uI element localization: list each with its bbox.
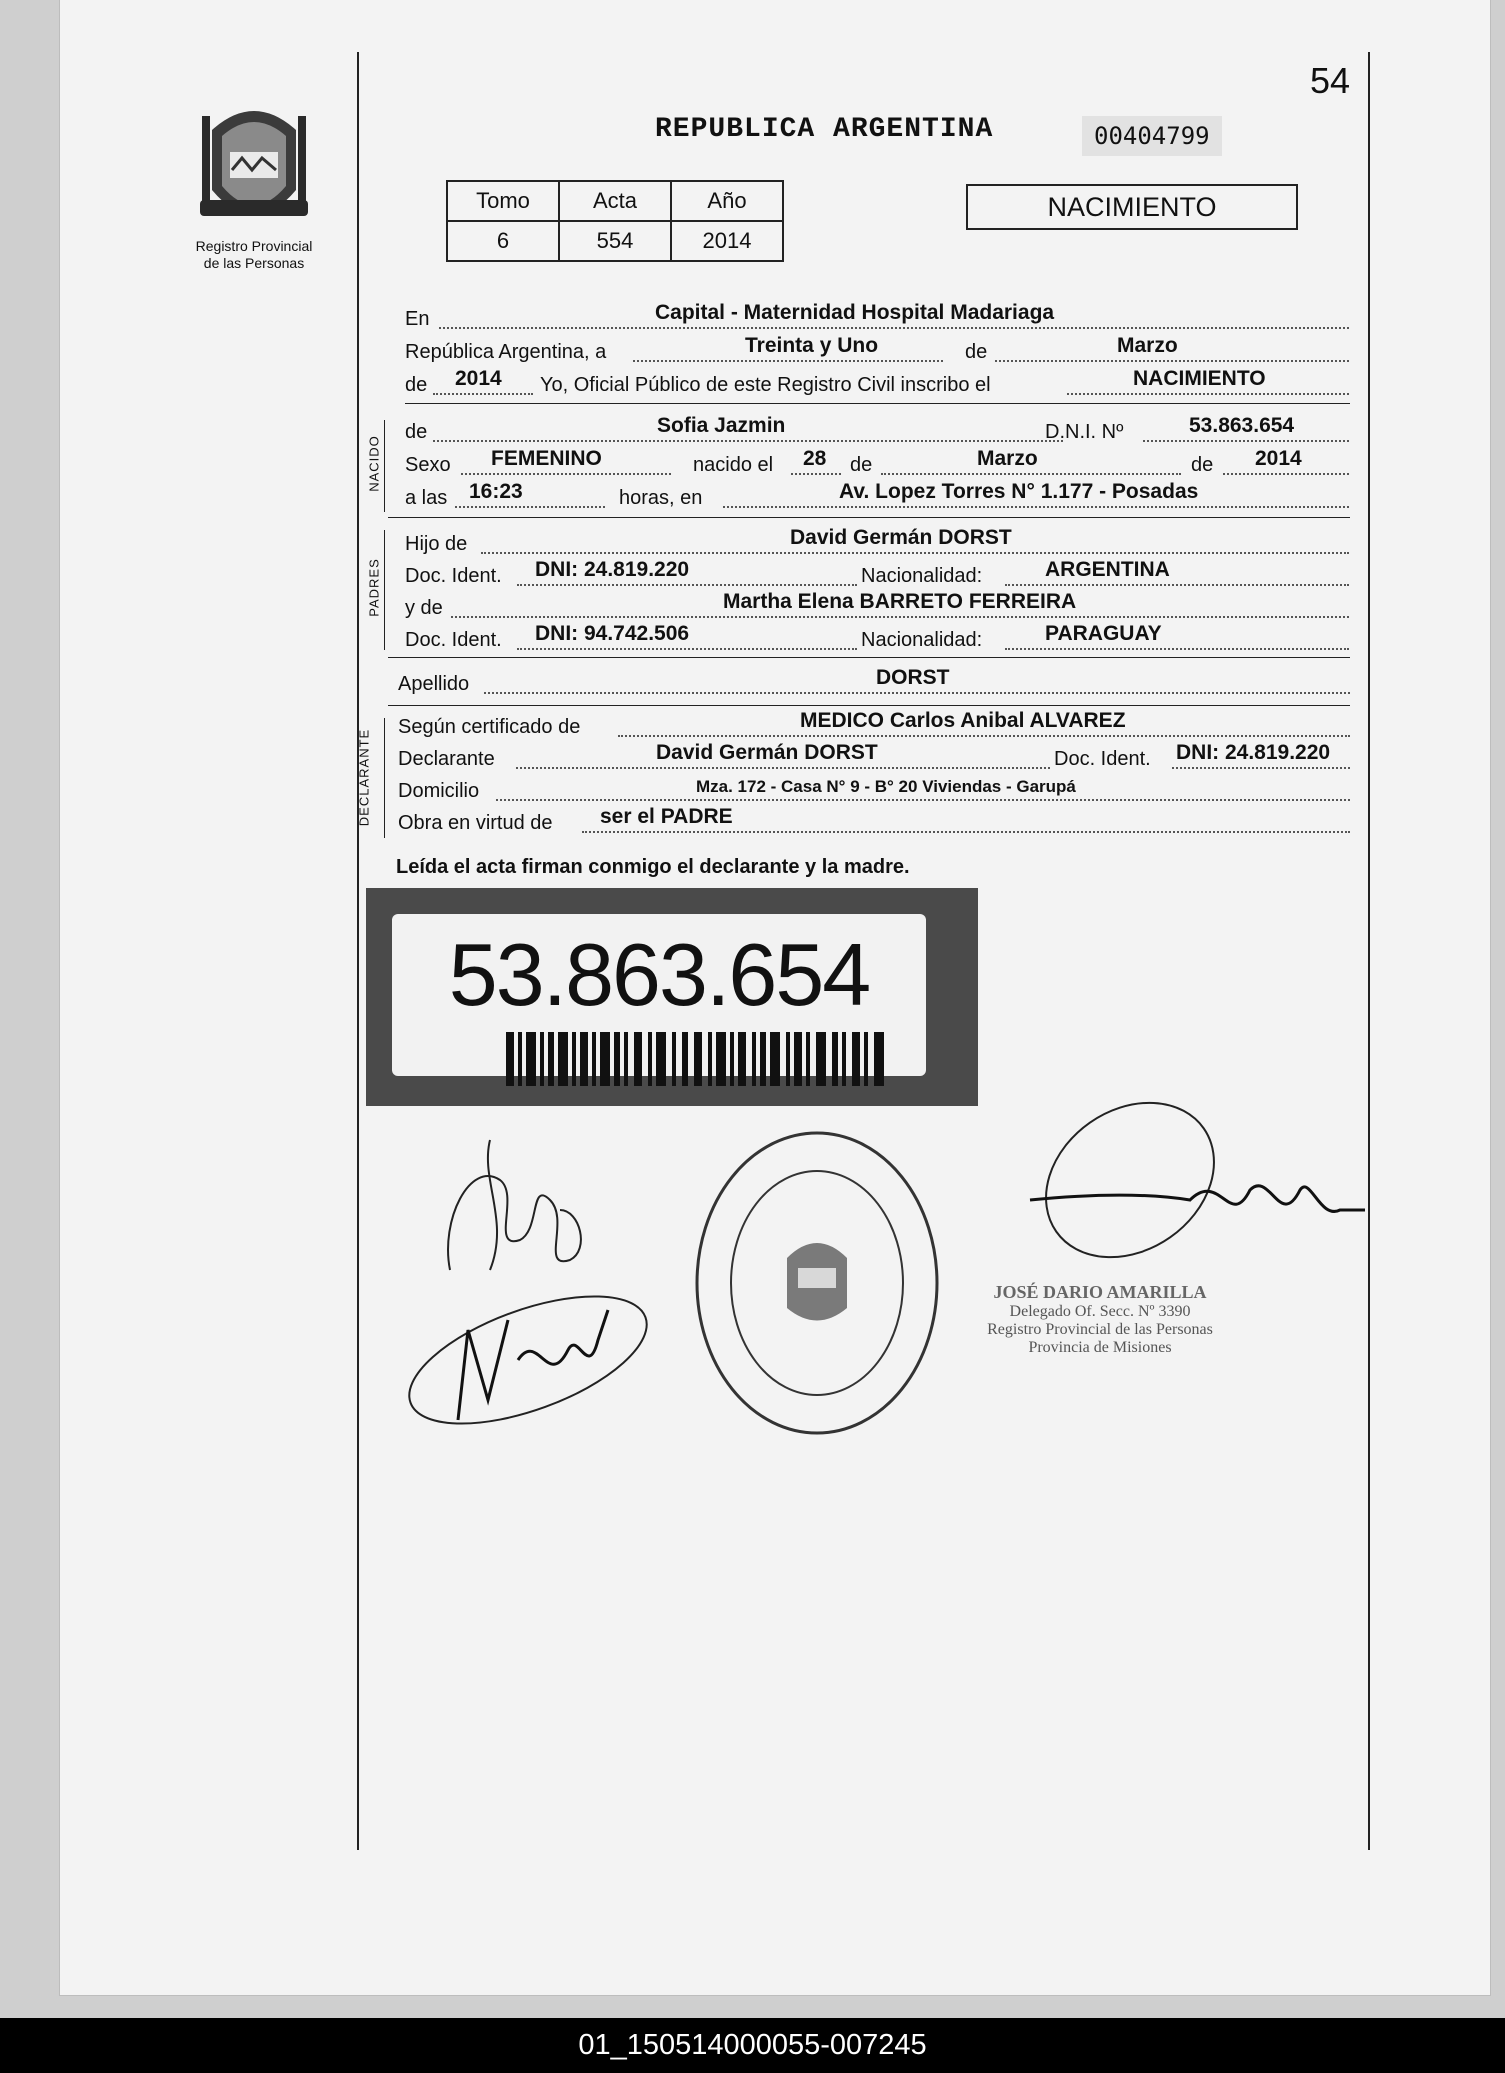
label-horas-en: horas, en [619,487,703,509]
row-date [405,334,1350,366]
official-block [940,1282,1260,1357]
label-doc-ident: Doc. Ident. [405,629,502,651]
official-office: Registro Provincial de las Personas [987,1321,1213,1338]
dots [461,473,671,475]
label-nacionalidad: Nacionalidad: [861,629,983,651]
section-label-declarante: DECLARANTE [356,728,372,827]
row-mother [405,590,1350,622]
dots [433,393,533,395]
label-doc-ident: Doc. Ident. [405,565,502,587]
barcode-number: 53.863.654 [448,925,870,1024]
value-declarante-doc: DNI: 24.819.220 [1176,741,1331,764]
coat-of-arms-icon [192,100,316,232]
section-label-nacido: NACIDO [366,435,382,492]
row-certificado [398,709,1343,741]
value-father-nationality: ARGENTINA [1045,558,1170,581]
label-de-name: de [405,421,428,443]
record-value-acta: 554 [559,221,671,261]
declarante-bracket [384,718,385,838]
province-logo [192,100,316,232]
row-father [405,526,1350,558]
dots [633,360,943,362]
label-en: En [405,308,430,330]
padres-bracket [384,530,385,650]
dots [1005,648,1349,650]
page-number: 54 [1310,60,1351,101]
label-sexo: Sexo [405,454,451,476]
label-y-de: y de [405,597,443,619]
record-value-anio: 2014 [671,221,783,261]
value-domicilio: Mza. 172 - Casa N° 9 - B° 20 Viviendas - Garupá [696,777,1076,796]
barcode-inner [392,914,926,1076]
barcode-bars [506,1032,886,1086]
dots [433,440,1063,442]
row-obra [398,805,1343,837]
row-mother-doc [405,622,1350,654]
dots [484,692,1350,694]
value-name: Sofia Jazmin [657,414,786,437]
label-doc-ident: Doc. Ident. [1054,748,1151,770]
row-apellido [398,666,1343,698]
dots [618,735,1350,737]
row-sex-birth [405,447,1350,479]
dots [1005,584,1349,586]
divider [388,705,1350,706]
value-father-doc: DNI: 24.819.220 [535,558,690,581]
label-obra: Obra en virtud de [398,812,553,834]
logo-caption-line-2: de las Personas [203,255,305,271]
label-domicilio: Domicilio [398,780,480,802]
official-title: Delegado Of. Secc. Nº 3390 [1009,1303,1191,1320]
value-place: Capital - Maternidad Hospital Madariaga [655,301,1055,324]
row-name [405,414,1350,446]
record-value-tomo: 6 [447,221,559,261]
divider [405,403,1350,404]
nacido-bracket [384,420,385,512]
value-birth-month: Marzo [977,447,1038,470]
row-domicilio [398,777,1343,805]
label-de: de [965,341,988,363]
value-birth-day: 28 [803,447,827,470]
record-header-tomo: Tomo [447,181,559,221]
document-title: REPUBLICA ARGENTINA [655,114,994,145]
signature-left-bottom [398,1270,658,1440]
right-border-line [1368,52,1370,1850]
row-declarante [398,741,1343,773]
row-year-act [405,367,1350,399]
dots [791,473,841,475]
label-apellido: Apellido [398,673,470,695]
value-declarante-name: David Germán DORST [656,741,878,764]
official-stamp [692,1128,942,1438]
value-mother-doc: DNI: 94.742.506 [535,622,690,645]
dots [1172,767,1350,769]
dots [1067,393,1349,395]
label-hijo-de: Hijo de [405,533,468,555]
scan-caption: 01_150514000055-007245 [578,2029,927,2061]
row-time-place [405,480,1350,512]
official-name: JOSÉ DARIO AMARILLA [993,1282,1207,1302]
dots [517,648,857,650]
logo-caption [174,238,334,272]
dots [881,473,1181,475]
value-apellido: DORST [876,666,950,689]
value-month: Marzo [1117,334,1178,357]
record-type-box: NACIMIENTO [966,184,1298,230]
logo-caption-line-1: Registro Provincial [195,238,313,254]
value-birth-year: 2014 [1255,447,1302,470]
row-father-doc [405,558,1350,590]
value-obra: ser el PADRE [600,805,733,828]
value-birth-time: 16:23 [469,480,523,503]
value-father-name: David Germán DORST [790,526,1012,549]
label-oficial: Yo, Oficial Público de este Registro Civil inscribo el [540,374,991,396]
label-a-las: a las [405,487,448,509]
dots [451,616,1349,618]
dots [516,767,1050,769]
label-de-month: de [850,454,873,476]
dots [1143,440,1349,442]
dots [1223,473,1349,475]
row-place [405,301,1350,333]
serial-number: 00404799 [1082,116,1222,156]
value-dni: 53.863.654 [1189,414,1295,437]
value-certificado: MEDICO Carlos Anibal ALVAREZ [800,709,1126,732]
label-nacido-el: nacido el [693,454,774,476]
signature-official [1020,1080,1370,1300]
value-mother-name: Martha Elena BARRETO FERREIRA [723,590,1077,613]
left-border-line [357,52,359,1850]
label-certificado: Según certificado de [398,716,581,738]
value-act-type: NACIMIENTO [1133,367,1266,390]
label-de-year-2: de [1191,454,1214,476]
label-de-year: de [405,374,428,396]
label-declarante: Declarante [398,748,495,770]
dots [723,506,1349,508]
value-birth-place: Av. Lopez Torres N° 1.177 - Posadas [839,480,1199,503]
dots [455,506,605,508]
label-dni: D.N.I. Nº [1045,421,1124,443]
record-header-acta: Acta [559,181,671,221]
divider [388,517,1350,518]
record-header-anio: Año [671,181,783,221]
value-mother-nationality: PARAGUAY [1045,622,1162,645]
label-republica: República Argentina, a [405,341,607,363]
value-day-text: Treinta y Uno [745,334,879,357]
record-table [446,180,784,262]
barcode-label [366,888,978,1106]
dots [517,584,857,586]
value-year: 2014 [455,367,502,390]
dots [481,552,1349,554]
dots [995,360,1349,362]
official-province: Provincia de Misiones [1028,1339,1172,1356]
section-label-padres: PADRES [366,558,382,617]
closing-statement: Leída el acta firman conmigo el declarante y la madre. [396,856,910,878]
dots [439,327,1349,329]
dots [496,799,1350,801]
label-nacionalidad: Nacionalidad: [861,565,983,587]
value-sexo: FEMENINO [491,447,602,470]
divider [388,657,1350,658]
dots [582,831,1350,833]
